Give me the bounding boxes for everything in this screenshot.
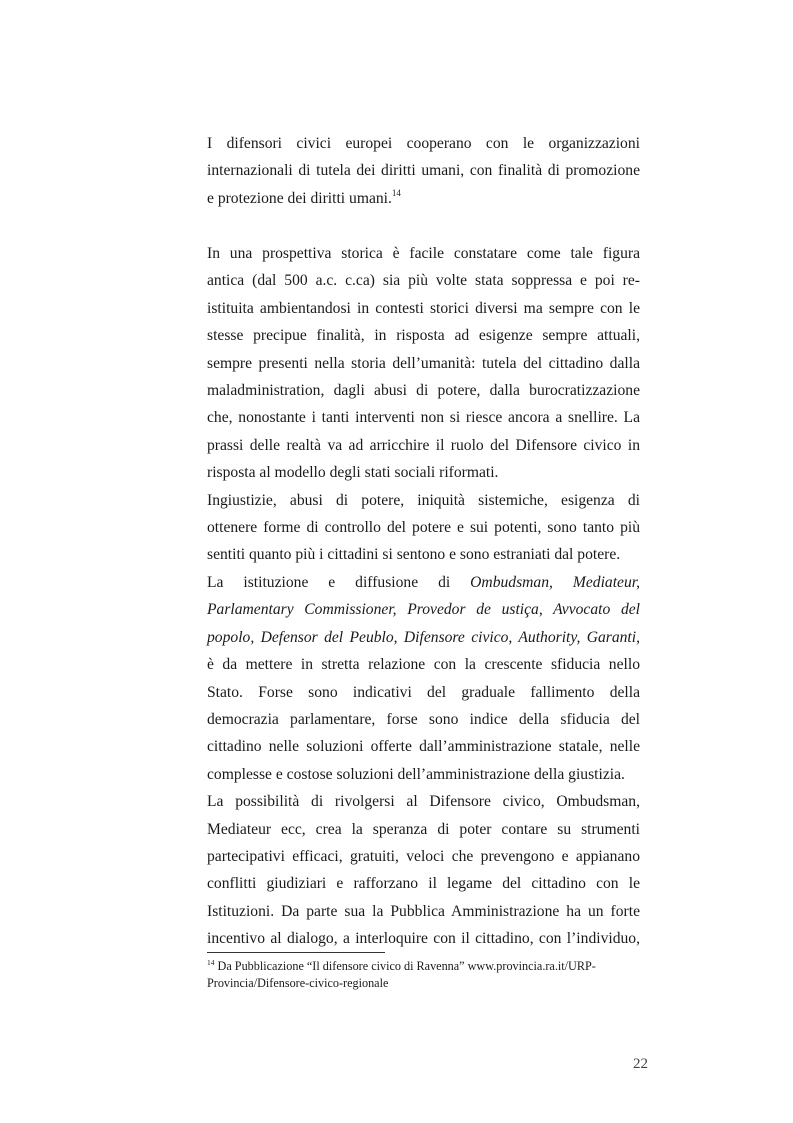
text-line: Mediateur ecc, crea la speranza di poter contare su strumenti (207, 820, 640, 838)
text-line: che, nonostante i tanti interventi non si riesce ancora a snellire. La (207, 409, 640, 427)
text-line: Istituzioni. Da parte sua la Pubblica Amministrazione ha un forte (207, 902, 640, 920)
footnote-reference[interactable]: 14 (391, 187, 401, 198)
paragraph-2 (207, 240, 640, 487)
paragraph-4 (207, 569, 640, 788)
text-line: Stato. Forse sono indicativi del graduale fallimento della (207, 683, 640, 701)
footnote-line: Provincia/Difensore-civico-regionale (207, 976, 389, 990)
text-line: Ingiustizie, abusi di potere, iniquità sistemiche, esigenza di (207, 491, 640, 509)
text-line: I difensori civici europei cooperano con le organizzazioni (207, 135, 640, 152)
italic-span: popolo, Defensor del Peublo, Difensore civico, Authority, Garanti (207, 628, 637, 646)
footnote-number: 14 (207, 958, 215, 967)
italic-span: Ombudsman, Mediateur, (470, 573, 640, 591)
text-line: complesse e costose soluzioni dell’amministrazione della giustizia. (207, 765, 625, 783)
text-line: democrazia parlamentare, forse sono indice della sfiducia del (207, 710, 640, 728)
text-line: internazionali di tutela dei diritti umani, con finalità di promozione (207, 162, 640, 180)
page-number: 22 (633, 1056, 648, 1072)
paragraph-5 (207, 788, 640, 952)
text-line: maladministration, dagli abusi di potere, dalla burocratizzazione (207, 382, 640, 400)
text-line: sentiti quanto più i cittadini si sentono e sono estraniati dal potere. (207, 546, 621, 564)
text-line: stesse precipue finalità, in risposta ad esigenze sempre attuali, (207, 327, 640, 345)
text-line: è da mettere in stretta relazione con la crescente sfiducia nello (207, 656, 640, 674)
text-line: ottenere forme di controllo del potere e sui potenti, sono tanto più (207, 519, 640, 537)
text-line (207, 569, 640, 596)
paragraph-1 (207, 130, 640, 212)
text-line: prassi delle realtà va ad arricchire il ruolo del Difensore civico in (207, 436, 640, 454)
text-line: istituita ambientandosi in contesti storici diversi ma sempre con le (207, 299, 640, 317)
text-line (207, 624, 640, 651)
text-line: incentivo al dialogo, a interloquire con il cittadino, con l’individuo, (207, 930, 640, 948)
text-line: La possibilità di rivolgersi al Difensore civico, Ombudsman, (207, 793, 640, 811)
text-line: In una prospettiva storica è facile constatare come tale figura (207, 245, 640, 262)
text-line: antica (dal 500 a.c. c.ca) sia più volte stata soppressa e poi re- (207, 272, 640, 290)
paragraph-3 (207, 487, 640, 569)
text-line: sempre presenti nella storia dell’umanità: tutela del cittadino dalla (207, 354, 640, 372)
text-span: La istituzione e diffusione di (207, 573, 451, 591)
footnote (207, 958, 647, 992)
main-text-block (207, 240, 640, 953)
text-line (207, 185, 640, 212)
text-span: , (636, 628, 640, 646)
italic-span: Parlamentary Commissioner, Provedor de ustiça, Avvocato del (207, 601, 640, 619)
footnote-text: Da Pubblicazione “Il difensore civico di Ravenna” www.provincia.ra.it/URP- (214, 959, 596, 973)
text-line: risposta al modello degli stati sociali riformati. (207, 464, 499, 482)
text-span: e protezione dei diritti umani. (207, 189, 392, 207)
text-line: partecipativi efficaci, gratuiti, veloci che prevengono e appianano (207, 847, 640, 865)
text-line: conflitti giudiziari e rafforzano il legame del cittadino con le (207, 875, 640, 893)
text-line (207, 596, 640, 623)
footnote-line (207, 958, 647, 975)
text-line: cittadino nelle soluzioni offerte dall’amministrazione statale, nelle (207, 738, 640, 756)
footnote-separator (207, 952, 385, 953)
